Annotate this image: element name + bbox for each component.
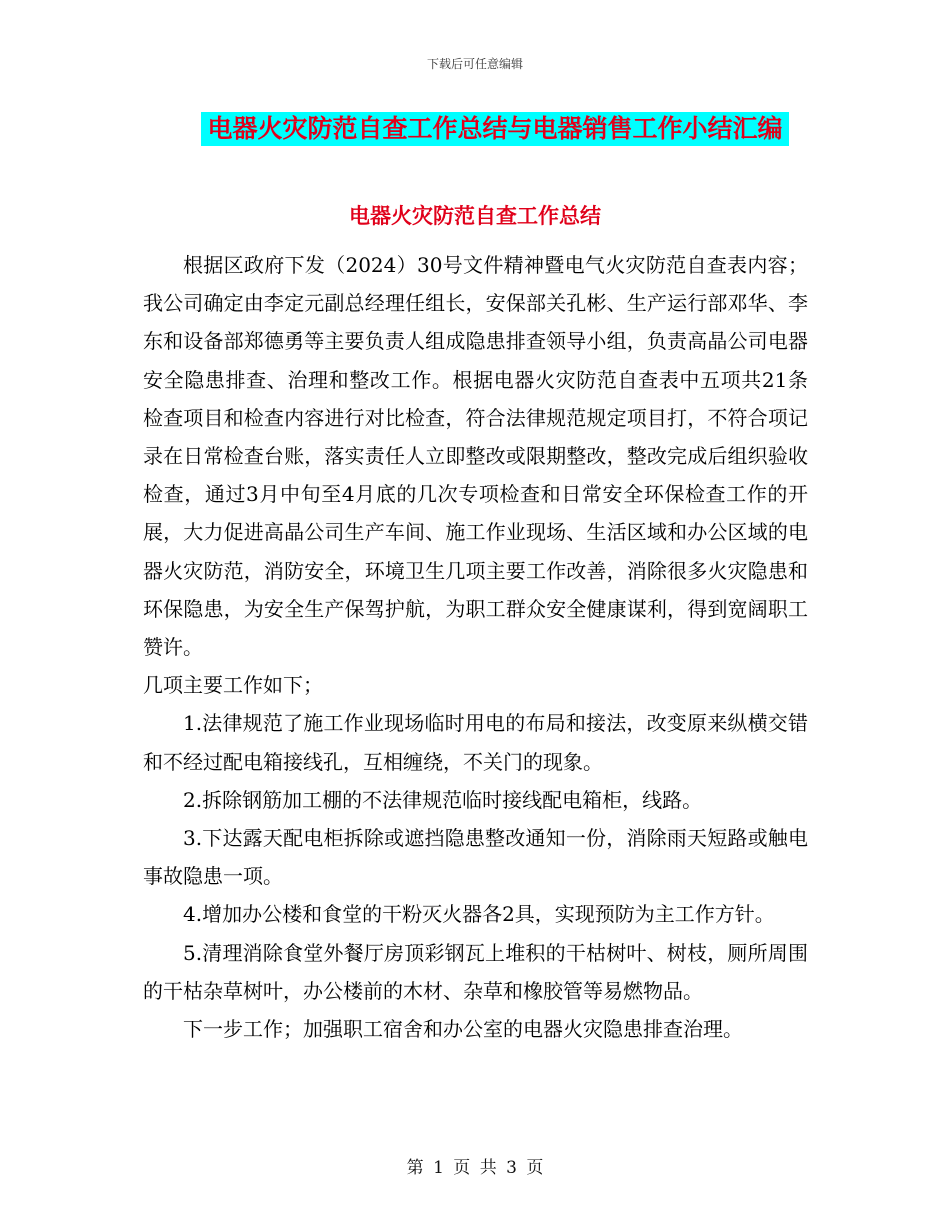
section-title: 电器火灾防范自查工作总结 [349,204,601,228]
list-item-1: 1.法律规范了施工作业现场临时用电的布局和接法，改变原来纵横交错和不经过配电箱接线孔，互相缠绕，不关门的现象。 [143,711,808,774]
list-item-2: 2.拆除钢筋加工棚的不法律规范临时接线配电箱柜，线路。 [183,787,703,812]
main-title: 电器火灾防范自查工作总结与电器销售工作小结汇编 [201,112,788,146]
paragraph-intro: 根据区政府下发（2024）30号文件精神暨电气火灾防范自查表内容；我公司确定由李定元副总经理任组长，安保部关孔彬、生产运行部邓华、李东和设备部郑德勇等主要负责人组成隐患排查领导小组，负责高晶公司电器安全隐患排查、治理和整改工作。根据电器火灾防范自查表中五项共21条检查项目和检查内容进行对比检查，符合法律规范规定项目打，不符合项记录在日常检查台账，落实责任人立即整改或限期整改，整改完成后组织验收检查，通过3月中旬至4月底的几次专项检查和日常安全环保检查工作的开展，大力促进高晶公司生产车间、施工作业现场、生活区域和办公区域的电器火灾防范，消防安全，环境卫生几项主要工作改善，消除很多火灾隐患和环保隐患，为安全生产保驾护航，为职工群众安全健康谋利，得到宽阔职工赞许。 [143,253,808,660]
paragraph-list-heading: 几项主要工作如下； [143,673,323,698]
list-item-5: 5.清理消除食堂外餐厅房顶彩钢瓦上堆积的干枯树叶、树枝，厕所周围的干枯杂草树叶，办公楼前的木材、杂草和橡胶管等易燃物品。 [143,940,808,1003]
list-item-4: 4.增加办公楼和食堂的干粉灭火器各2具，实现预防为主工作方针。 [183,902,775,927]
main-title-container [0,112,950,146]
paragraph-next-step: 下一步工作；加强职工宿舍和办公室的电器火灾隐患排查治理。 [183,1017,743,1042]
page-indicator: 第 1 页 共 3 页 [406,1158,544,1178]
document-body [143,246,808,1048]
list-item-3: 3.下达露天配电柜拆除或遮挡隐患整改通知一份，消除雨天短路或触电事故隐患一项。 [143,826,808,889]
header-note: 下载后可任意编辑 [426,57,523,71]
